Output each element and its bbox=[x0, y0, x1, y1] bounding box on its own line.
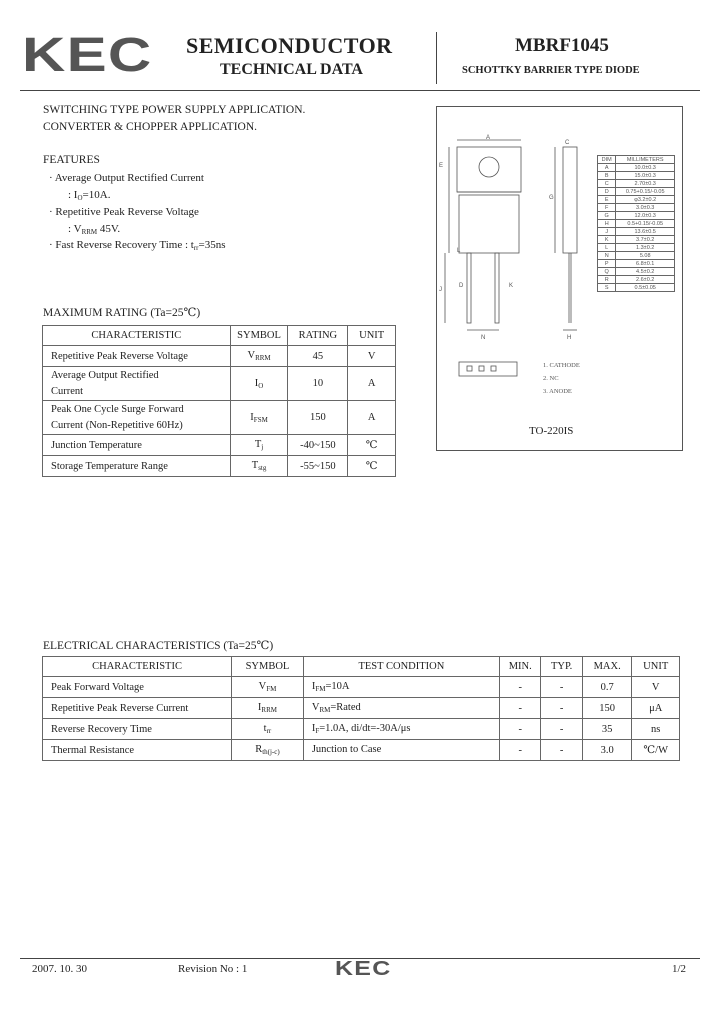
dim-row bbox=[598, 276, 675, 284]
kec-logo: KEC bbox=[22, 29, 153, 82]
footer-kec-logo: KEC bbox=[335, 958, 392, 980]
table-row bbox=[43, 719, 680, 740]
cell-max: 3.0 bbox=[582, 740, 632, 761]
dim-letter: L bbox=[598, 244, 616, 252]
dim-row bbox=[598, 284, 675, 292]
dim-letter: R bbox=[598, 276, 616, 284]
side-view-body bbox=[563, 147, 577, 253]
dim-label-j: J bbox=[439, 287, 442, 293]
cell-unit: V bbox=[632, 677, 680, 698]
dim-row bbox=[598, 268, 675, 276]
cell-min: - bbox=[499, 677, 540, 698]
dim-letter: A bbox=[598, 164, 616, 172]
dim-label-h: H bbox=[567, 335, 572, 341]
col-unit: UNIT bbox=[632, 657, 680, 677]
cell-symbol: $T_{stg}$ bbox=[230, 456, 288, 477]
cell-char: Repetitive Peak Reverse Voltage bbox=[43, 346, 231, 367]
dim-value: 12.0±0.3 bbox=[616, 212, 675, 220]
col-characteristic: CHARACTERISTIC bbox=[43, 657, 232, 677]
dim-letter: N bbox=[598, 252, 616, 260]
dim-row bbox=[598, 172, 675, 180]
dim-row bbox=[598, 204, 675, 212]
col-rating: RATING bbox=[288, 326, 348, 346]
pin-3-label: 3. ANODE bbox=[543, 388, 572, 395]
max-rating-table bbox=[42, 325, 396, 477]
cell-char: Junction Temperature bbox=[43, 435, 231, 456]
dim-row bbox=[598, 260, 675, 268]
dim-value: 0.5±0.05 bbox=[616, 284, 675, 292]
cell-unit: ℃ bbox=[348, 435, 396, 456]
cell-max: 35 bbox=[582, 719, 632, 740]
dim-label-d: D bbox=[459, 283, 464, 289]
cell-rating: -55~150 bbox=[288, 456, 348, 477]
lead-3 bbox=[495, 253, 499, 323]
dim-row bbox=[598, 220, 675, 228]
package-tab bbox=[457, 147, 521, 192]
dim-letter: J bbox=[598, 228, 616, 236]
cell-min: - bbox=[499, 698, 540, 719]
header-title: SEMICONDUCTOR bbox=[186, 33, 393, 58]
cell-typ: - bbox=[541, 740, 582, 761]
footer-revision: Revision No : 1 bbox=[178, 963, 248, 975]
cell-min: - bbox=[499, 740, 540, 761]
cell-char: Average Output Rectified Current bbox=[43, 367, 231, 401]
pin-2-label: 2. NC bbox=[543, 375, 559, 382]
feature-2-value: : $V_{RRM}$ 45V. bbox=[68, 223, 121, 236]
cell-unit: μA bbox=[632, 698, 680, 719]
col-symbol: SYMBOL bbox=[232, 657, 304, 677]
dim-value: 5.08 bbox=[616, 252, 675, 260]
dim-letter: B bbox=[598, 172, 616, 180]
cell-unit: ℃/W bbox=[632, 740, 680, 761]
cell-char: Storage Temperature Range bbox=[43, 456, 231, 477]
col-unit: UNIT bbox=[348, 326, 396, 346]
application-1: SWITCHING TYPE POWER SUPPLY APPLICATION. bbox=[43, 104, 306, 116]
electrical-title: ELECTRICAL CHARACTERISTICS (Ta=25℃) bbox=[43, 640, 274, 652]
dim-letter: H bbox=[598, 220, 616, 228]
cell-char: Thermal Resistance bbox=[43, 740, 232, 761]
dim-label-g: G bbox=[549, 195, 554, 201]
cell-symbol: $T_j$ bbox=[230, 435, 288, 456]
col-symbol: SYMBOL bbox=[230, 326, 288, 346]
dim-row bbox=[598, 228, 675, 236]
cell-condition: Junction to Case bbox=[303, 740, 499, 761]
features-heading: FEATURES bbox=[43, 154, 100, 166]
lead-1 bbox=[467, 253, 471, 323]
cell-symbol: $V_{FM}$ bbox=[232, 677, 304, 698]
dim-value: 3.7±0.2 bbox=[616, 236, 675, 244]
dim-header: DIM bbox=[598, 156, 616, 164]
dim-label-e: E bbox=[439, 163, 444, 169]
col-test-condition: TEST CONDITION bbox=[303, 657, 499, 677]
electrical-table bbox=[42, 656, 680, 761]
dim-letter: Q bbox=[598, 268, 616, 276]
dim-row bbox=[598, 196, 675, 204]
dimensions-table bbox=[597, 155, 675, 292]
header-divider bbox=[436, 32, 437, 84]
table-row bbox=[43, 740, 680, 761]
mm-header: MILLIMETERS bbox=[616, 156, 675, 164]
cell-condition: $V_{RM}=Rated$ bbox=[303, 698, 499, 719]
dim-letter: K bbox=[598, 236, 616, 244]
feature-1-value: : $I_O=10A$. bbox=[68, 189, 111, 202]
table-row bbox=[43, 435, 396, 456]
cell-rating: 45 bbox=[288, 346, 348, 367]
package-name: TO-220IS bbox=[529, 425, 574, 437]
header-subtitle: TECHNICAL DATA bbox=[220, 61, 363, 78]
dim-value: 10.0±0.3 bbox=[616, 164, 675, 172]
dim-letter: D bbox=[598, 188, 616, 196]
cell-unit: V bbox=[348, 346, 396, 367]
dim-value: 4.5±0.2 bbox=[616, 268, 675, 276]
table-row bbox=[43, 346, 396, 367]
dim-row bbox=[598, 180, 675, 188]
dim-value: 3.0±0.3 bbox=[616, 204, 675, 212]
dim-value: 2.70±0.3 bbox=[616, 180, 675, 188]
cell-char: Peak Forward Voltage bbox=[43, 677, 232, 698]
dim-letter: P bbox=[598, 260, 616, 268]
cell-char: Peak One Cycle Surge Forward Current (Non-Repetitive 60Hz) bbox=[43, 401, 231, 435]
cell-rating: 10 bbox=[288, 367, 348, 401]
cell-symbol: $I_O$ bbox=[230, 367, 288, 401]
dim-value: 2.6±0.2 bbox=[616, 276, 675, 284]
cell-rating: -40~150 bbox=[288, 435, 348, 456]
pin-1-label: 1. CATHODE bbox=[543, 362, 580, 369]
cell-symbol: $I_{RRM}$ bbox=[232, 698, 304, 719]
dim-label-a: A bbox=[486, 135, 491, 141]
package-drawing-box bbox=[436, 106, 683, 451]
cell-typ: - bbox=[541, 698, 582, 719]
mounting-hole bbox=[479, 157, 499, 177]
dim-letter: C bbox=[598, 180, 616, 188]
cell-condition: $I_{FM}=10A$ bbox=[303, 677, 499, 698]
cell-unit: A bbox=[348, 401, 396, 435]
cell-symbol: $I_{FSM}$ bbox=[230, 401, 288, 435]
feature-1: · Average Output Rectified Current bbox=[49, 172, 204, 184]
dim-value: φ3.2±0.2 bbox=[616, 196, 675, 204]
cell-rating: 150 bbox=[288, 401, 348, 435]
cell-condition: $I_F=1.0A$, di/dt=-30A/μs bbox=[303, 719, 499, 740]
dim-label-c: C bbox=[565, 140, 570, 146]
table-header-row bbox=[43, 326, 396, 346]
cell-unit: ns bbox=[632, 719, 680, 740]
feature-3: · Fast Reverse Recovery Time : $t_{rr}=35ns$ bbox=[49, 239, 226, 252]
dim-value: 15.0±0.3 bbox=[616, 172, 675, 180]
cell-max: 0.7 bbox=[582, 677, 632, 698]
table-row bbox=[43, 677, 680, 698]
cell-symbol: $R_{th(j-c)}$ bbox=[232, 740, 304, 761]
dim-value: 0.5+0.15/-0.05 bbox=[616, 220, 675, 228]
cell-symbol: $t_{rr}$ bbox=[232, 719, 304, 740]
cell-min: - bbox=[499, 719, 540, 740]
dim-letter: S bbox=[598, 284, 616, 292]
cell-typ: - bbox=[541, 677, 582, 698]
feature-2: · Repetitive Peak Reverse Voltage bbox=[49, 206, 199, 218]
dim-letter: E bbox=[598, 196, 616, 204]
dim-value: 13.6±0.5 bbox=[616, 228, 675, 236]
dim-row bbox=[598, 236, 675, 244]
header-rule bbox=[20, 90, 700, 91]
dim-letter: G bbox=[598, 212, 616, 220]
dim-row bbox=[598, 244, 675, 252]
package-body bbox=[459, 195, 519, 253]
cell-symbol: $V_{RRM}$ bbox=[230, 346, 288, 367]
cell-unit: ℃ bbox=[348, 456, 396, 477]
dim-row bbox=[598, 212, 675, 220]
col-typ: TYP. bbox=[541, 657, 582, 677]
dim-value: 1.3±0.2 bbox=[616, 244, 675, 252]
cell-unit: A bbox=[348, 367, 396, 401]
col-max: MAX. bbox=[582, 657, 632, 677]
table-header-row bbox=[43, 657, 680, 677]
table-row bbox=[43, 401, 396, 435]
dim-value: 6.8±0.1 bbox=[616, 260, 675, 268]
dim-row bbox=[598, 252, 675, 260]
cell-max: 150 bbox=[582, 698, 632, 719]
dim-value: 0.75+0.15/-0.05 bbox=[616, 188, 675, 196]
part-number: MBRF1045 bbox=[515, 35, 609, 56]
table-row bbox=[43, 456, 396, 477]
dim-label-k: K bbox=[509, 283, 514, 289]
cell-typ: - bbox=[541, 719, 582, 740]
dim-header-row bbox=[598, 156, 675, 164]
col-characteristic: CHARACTERISTIC bbox=[43, 326, 231, 346]
col-min: MIN. bbox=[499, 657, 540, 677]
dim-letter: F bbox=[598, 204, 616, 212]
table-row bbox=[43, 367, 396, 401]
bottom-view bbox=[459, 362, 517, 376]
dim-row bbox=[598, 164, 675, 172]
cell-char: Reverse Recovery Time bbox=[43, 719, 232, 740]
cell-char: Repetitive Peak Reverse Current bbox=[43, 698, 232, 719]
table-row bbox=[43, 698, 680, 719]
dim-row bbox=[598, 188, 675, 196]
dim-label-l: L bbox=[457, 248, 461, 254]
part-description: SCHOTTKY BARRIER TYPE DIODE bbox=[462, 65, 640, 76]
footer-date: 2007. 10. 30 bbox=[32, 963, 87, 975]
application-2: CONVERTER & CHOPPER APPLICATION. bbox=[43, 121, 258, 133]
dim-label-n: N bbox=[481, 335, 486, 341]
footer-page: 1/2 bbox=[672, 963, 687, 975]
max-rating-title: MAXIMUM RATING (Ta=25℃) bbox=[43, 307, 201, 319]
